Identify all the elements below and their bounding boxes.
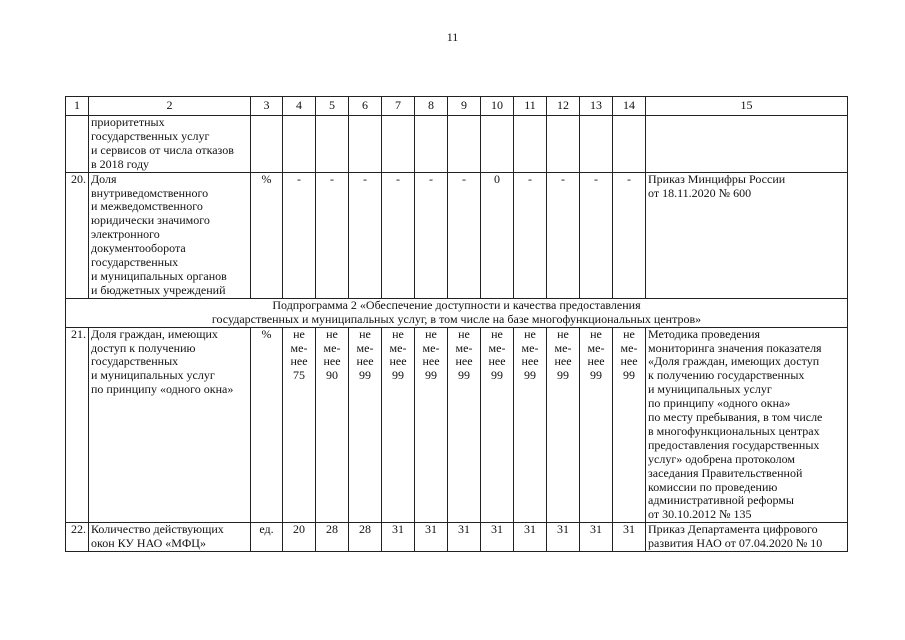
cell-text: Методика проведения [648,327,761,341]
cell-text: - [594,172,598,186]
cell-text: 75 [293,368,305,383]
cell-text: не [392,327,404,341]
cell-text: Количество действующих [91,522,224,537]
cell-text: 31 [623,522,635,537]
value-col-12 [547,327,580,523]
cell-text: юридически значимого [91,213,210,228]
table-row-continuation [66,116,848,173]
cell-text: в многофункциональных центрах [648,423,820,438]
table-row-22 [66,523,848,552]
value-col-6 [349,172,382,298]
cell-text: 7 [395,98,401,113]
cell-text: 31 [392,522,404,537]
cell-text: 13 [590,98,602,113]
value-col-13 [580,523,613,552]
cell-text: 8 [428,98,434,113]
cell-text: 28 [326,522,338,537]
cell-text: и муниципальных услуг [648,382,772,397]
value-col-9 [448,327,481,523]
indicator-name [89,523,251,552]
cell-text: 99 [359,368,371,383]
cell-text: приоритетных [91,115,165,129]
cell-text: по принципу «одного окна» [648,396,791,411]
cell-text: 99 [458,368,470,383]
value-col-5 [316,523,349,552]
header-row [66,97,848,116]
empty-cell [580,116,613,173]
row-number [66,327,89,523]
indicator-name [89,116,251,173]
empty-cell [251,116,283,173]
empty-cell [613,116,646,173]
cell-text: окон КУ НАО «МФЦ» [91,536,206,551]
source-document [646,172,848,298]
cell-text: не [326,327,338,341]
cell-text: внутриведомственного [91,185,209,200]
column-header-2 [89,97,251,116]
cell-text: и муниципальных услуг [91,368,215,383]
cell-text: 31 [524,522,536,537]
cell-text: 31 [590,522,602,537]
empty-cell [646,116,848,173]
empty-cell [448,116,481,173]
cell-text: 90 [326,368,338,383]
value-col-11 [514,327,547,523]
cell-text: и муниципальных органов [91,268,227,283]
page-number: 11 [446,30,459,44]
value-col-12 [547,172,580,298]
cell-text: 99 [425,368,437,383]
indicator-name [89,172,251,298]
cell-text: - [330,172,334,186]
cell-text: - [627,172,631,186]
value-col-9 [448,172,481,298]
cell-text: 0 [494,172,500,186]
cell-text: 5 [329,98,335,113]
cell-text: % [261,172,272,186]
cell-text: Доля [91,172,117,186]
cell-text: 99 [491,368,503,383]
cell-text: 14 [623,98,635,113]
cell-text: Подпрограмма 2 «Обеспечение доступности и качества предоставления [272,298,641,312]
value-col-4 [283,327,316,523]
cell-text: нее [422,354,440,369]
column-header-11 [514,97,547,116]
column-header-5 [316,97,349,116]
cell-text: 1 [74,98,80,113]
cell-text: документооборота [91,241,186,256]
unit [251,523,283,552]
cell-text: Приказ Департамента цифрового [648,522,818,537]
cell-text: 3 [263,98,270,113]
value-col-6 [349,327,382,523]
cell-text: 20. [71,172,86,186]
cell-text: ме- [554,340,572,355]
empty-cell [382,116,415,173]
row-number [66,116,89,173]
unit [251,327,283,523]
cell-text: административной реформы [648,493,794,508]
column-header-10 [481,97,514,116]
cell-text: услуг» одобрена протоколом [648,451,795,466]
cell-text: нее [389,354,407,369]
cell-text: электронного [91,227,160,242]
row-number [66,523,89,552]
value-col-5 [316,172,349,298]
value-col-7 [382,523,415,552]
cell-text: комиссии по проведению [648,479,778,494]
value-col-10 [481,327,514,523]
cell-text: не [359,327,371,341]
cell-text: по принципу «одного окна» [91,382,234,397]
value-col-5 [316,327,349,523]
value-col-8 [415,523,448,552]
value-col-6 [349,523,382,552]
column-header-4 [283,97,316,116]
value-col-7 [382,327,415,523]
cell-text: по месту пребывания, в том числе [648,410,823,425]
cell-text: 12 [557,98,569,113]
value-col-11 [514,172,547,298]
cell-text: предоставления государственных [648,437,820,452]
cell-text: 20 [293,522,305,537]
subprogram-title [66,298,848,327]
indicator-name [89,327,251,523]
cell-text: ме- [455,340,473,355]
cell-text: 10 [491,98,503,113]
column-header-3 [251,97,283,116]
value-col-8 [415,327,448,523]
column-header-13 [580,97,613,116]
cell-text: нее [587,354,605,369]
empty-cell [349,116,382,173]
cell-text: от 18.11.2020 № 600 [648,185,752,200]
cell-text: ме- [521,340,539,355]
cell-text: ме- [587,340,605,355]
cell-text: нее [488,354,506,369]
cell-text: государственных [91,354,179,369]
cell-text: % [261,327,272,341]
cell-text: не [557,327,569,341]
cell-text: - [396,172,400,186]
cell-text: - [363,172,367,186]
cell-text: ед. [259,522,274,537]
cell-text: 15 [740,98,753,113]
column-header-7 [382,97,415,116]
cell-text: 6 [362,98,368,113]
cell-text: в 2018 году [91,156,150,171]
value-col-4 [283,172,316,298]
source-document [646,327,848,523]
cell-text: 21. [71,327,86,341]
cell-text: ме- [620,340,638,355]
cell-text: - [528,172,532,186]
cell-text: развития НАО от 07.04.2020 № 10 [648,536,823,551]
cell-text: 31 [425,522,437,537]
table-row-21 [66,327,848,523]
cell-text: - [561,172,565,186]
value-col-8 [415,172,448,298]
cell-text: от 30.10.2012 № 135 [648,507,752,522]
column-header-15 [646,97,848,116]
cell-text: 99 [524,368,536,383]
cell-text: ме- [389,340,407,355]
value-col-13 [580,327,613,523]
cell-text: и бюджетных учреждений [91,282,226,297]
value-col-14 [613,523,646,552]
column-header-6 [349,97,382,116]
empty-cell [514,116,547,173]
table-row-20 [66,172,848,298]
empty-cell [481,116,514,173]
cell-text: не [293,327,305,341]
row-number [66,172,89,298]
cell-text: ме- [323,340,341,355]
cell-text: нее [356,354,374,369]
cell-text: Приказ Минцифры России [648,172,786,186]
column-header-9 [448,97,481,116]
cell-text: Доля граждан, имеющих [91,327,218,341]
value-col-10 [481,172,514,298]
cell-text: нее [620,354,638,369]
cell-text: государственных услуг [91,128,210,143]
cell-text: нее [455,354,473,369]
cell-text: 31 [491,522,503,537]
cell-text: не [425,327,437,341]
cell-text: заседания Правительственной [648,465,803,480]
cell-text: нее [554,354,572,369]
empty-cell [415,116,448,173]
cell-text: «Доля граждан, имеющих доступ [648,354,820,369]
cell-text: нее [521,354,539,369]
cell-text: 31 [458,522,470,537]
value-col-4 [283,523,316,552]
cell-text: 99 [557,368,569,383]
cell-text: 99 [590,368,602,383]
cell-text: 9 [461,98,467,113]
subprogram-row [66,298,848,327]
empty-cell [547,116,580,173]
cell-text: нее [290,354,308,369]
value-col-10 [481,523,514,552]
cell-text: ме- [422,340,440,355]
cell-text: и межведомственного [91,199,203,214]
cell-text: не [623,327,635,341]
cell-text: государственных и муниципальных услуг, в том числе на базе многофункциональных центров» [211,311,702,326]
column-header-8 [415,97,448,116]
empty-cell [316,116,349,173]
cell-text: и сервисов от числа отказов [91,142,234,157]
value-col-14 [613,327,646,523]
cell-text: мониторинга значения показателя [648,340,822,355]
cell-text: 11 [524,98,536,113]
cell-text: государственных [91,255,179,270]
column-header-14 [613,97,646,116]
empty-cell [283,116,316,173]
column-header-12 [547,97,580,116]
cell-text: - [429,172,433,186]
cell-text: - [297,172,301,186]
cell-text: 31 [557,522,569,537]
cell-text: не [458,327,470,341]
source-document [646,523,848,552]
cell-text: доступ к получению [91,340,196,355]
cell-text: 2 [166,98,173,113]
value-col-11 [514,523,547,552]
cell-text: 99 [392,368,404,383]
value-col-14 [613,172,646,298]
cell-text: не [524,327,536,341]
cell-text: не [491,327,503,341]
cell-text: 28 [359,522,371,537]
cell-text: ме- [488,340,506,355]
cell-text: 22. [71,522,86,537]
value-col-13 [580,172,613,298]
cell-text: ме- [356,340,374,355]
value-col-7 [382,172,415,298]
cell-text: ме- [290,340,308,355]
column-header-1 [66,97,89,116]
cell-text: 99 [623,368,635,383]
value-col-9 [448,523,481,552]
cell-text: нее [323,354,341,369]
cell-text: к получению государственных [648,368,805,383]
cell-text: не [590,327,602,341]
value-col-12 [547,523,580,552]
cell-text: 4 [296,98,302,113]
indicators-table [65,96,848,552]
unit [251,172,283,298]
cell-text: - [462,172,466,186]
